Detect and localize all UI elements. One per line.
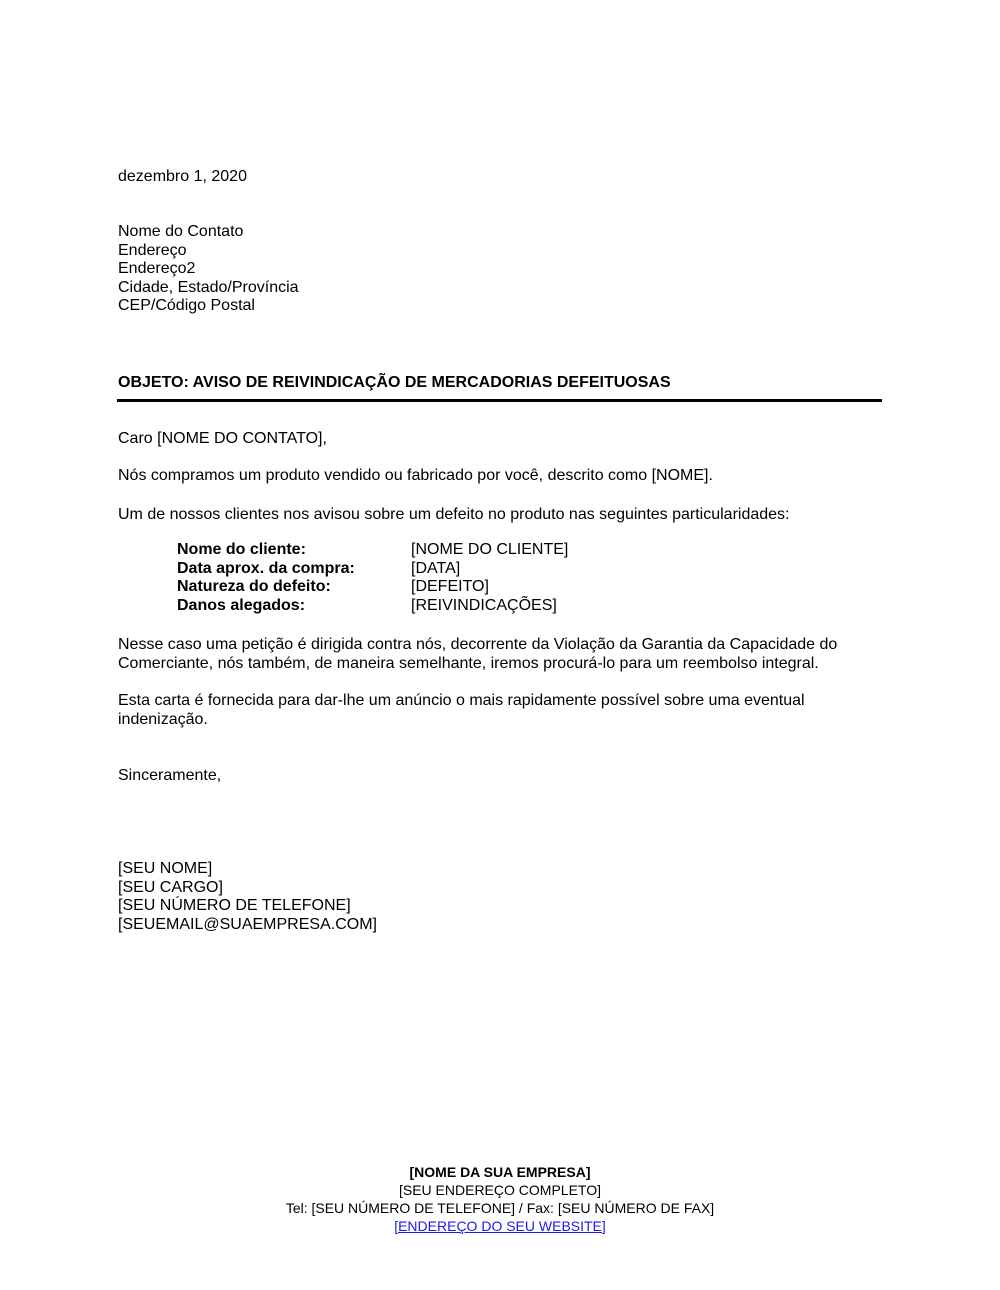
defect-details — [177, 541, 568, 615]
detail-row-defect — [177, 578, 568, 597]
signature-email: [SEUEMAIL@SUAEMPRESA.COM] — [118, 915, 377, 933]
detail-value: [DEFEITO] — [411, 578, 489, 595]
detail-label: Natureza do defeito: — [177, 578, 331, 595]
recipient-postal-code: CEP/Código Postal — [118, 297, 255, 314]
recipient-name: Nome do Contato — [118, 223, 244, 240]
signature-title: [SEU CARGO] — [118, 878, 223, 896]
detail-label: Data aprox. da compra: — [177, 559, 355, 577]
footer-website-link[interactable]: [ENDEREÇO DO SEU WEBSITE] — [394, 1218, 606, 1234]
company-footer — [0, 1163, 1000, 1235]
body-paragraph-1: Nós compramos um produto vendido ou fabricado por você, descrito como [NOME]. — [118, 467, 713, 484]
body-paragraph-3: Nesse caso uma petição é dirigida contra nós, decorrente da Violação da Garantia da Capacidade do Comerciante, nós também, de maneira semelhante, iremos procurá-lo para um reembolso integral. — [118, 636, 838, 672]
recipient-address — [118, 223, 299, 316]
salutation: Caro [NOME DO CONTATO], — [118, 430, 327, 447]
closing: Sinceramente, — [118, 767, 222, 784]
detail-value: [NOME DO CLIENTE] — [411, 541, 569, 558]
signature-block — [118, 860, 377, 934]
signature-name: [SEU NOME] — [118, 860, 213, 877]
recipient-address-line-1: Endereço — [118, 241, 187, 259]
body-paragraph-2: Um de nossos clientes nos avisou sobre um defeito no produto nas seguintes particularidades: — [118, 506, 790, 523]
letter-date: dezembro 1, 2020 — [118, 168, 247, 185]
body-paragraph-4: Esta carta é fornecida para dar-lhe um anúncio o mais rapidamente possível sobre uma eventual indenização. — [118, 692, 805, 728]
detail-row-purchase-date — [177, 560, 568, 579]
detail-row-customer — [177, 541, 568, 560]
detail-label: Danos alegados: — [177, 596, 306, 614]
detail-value: [REIVINDICAÇÕES] — [411, 596, 557, 614]
recipient-address-line-2: Endereço2 — [118, 260, 196, 277]
footer-address: [SEU ENDEREÇO COMPLETO] — [398, 1182, 601, 1198]
footer-company-name: [NOME DA SUA EMPRESA] — [409, 1164, 591, 1180]
detail-label: Nome do cliente: — [177, 541, 306, 558]
subject-line: OBJETO: AVISO DE REIVINDICAÇÃO DE MERCADORIAS DEFEITUOSAS — [118, 374, 671, 391]
detail-row-damages — [177, 597, 568, 616]
subject-divider — [117, 399, 882, 402]
footer-contact: Tel: [SEU NÚMERO DE TELEFONE] / Fax: [SEU NÚMERO DE FAX] — [285, 1200, 715, 1216]
recipient-city-state: Cidade, Estado/Província — [118, 278, 299, 296]
detail-value: [DATA] — [411, 559, 461, 577]
signature-phone: [SEU NÚMERO DE TELEFONE] — [118, 897, 351, 914]
